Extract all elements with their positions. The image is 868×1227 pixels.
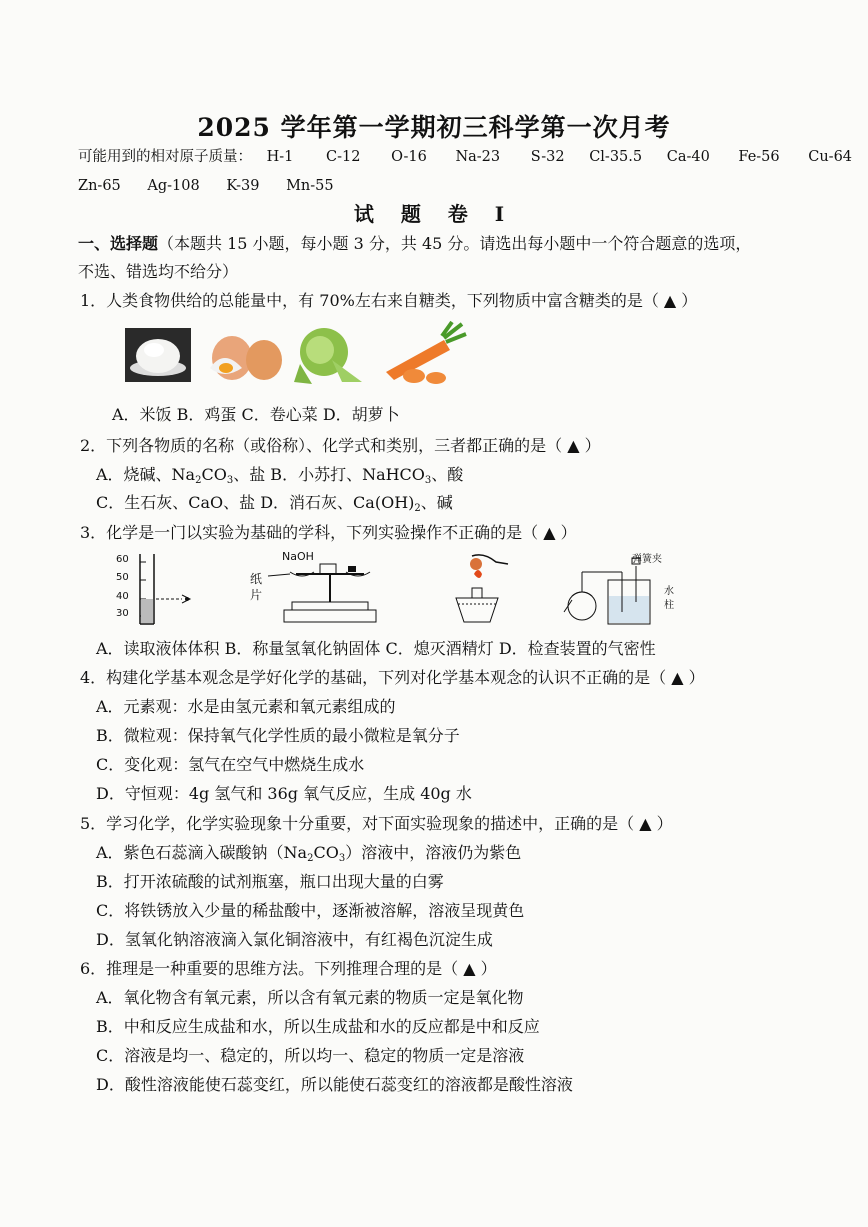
- paper-label-1: 纸: [250, 572, 263, 586]
- q5-option-b: B．打开浓硫酸的试剂瓶塞，瓶口出现大量的白雾: [96, 872, 444, 891]
- page-title: 2025 学年第一学期初三科学第一次月考: [197, 113, 671, 142]
- q1-stem: 1．人类食物供给的总能量中，有 70%左右来自糖类，下列物质中富含糖类的是（ ▲ ）: [80, 291, 698, 310]
- water-label: 水: [664, 586, 674, 597]
- q1-food-images: [124, 320, 469, 386]
- q2-stem: 2．下列各物质的名称（或俗称）、化学式和类别，三者都正确的是（ ▲ ）: [80, 436, 601, 455]
- column-label: 柱: [664, 600, 674, 611]
- q6-option-b: B．中和反应生成盐和水，所以生成盐和水的反应都是中和反应: [96, 1017, 540, 1036]
- subscript: 3: [424, 475, 432, 486]
- airtightness-figure: [560, 552, 700, 626]
- mass-item: C-12: [326, 149, 361, 165]
- egg-image: [210, 336, 282, 380]
- q2-text: 、碱: [420, 493, 453, 512]
- mass-item: Mn-55: [286, 178, 334, 194]
- q6-option-a: A．氧化物含有氧元素，所以含有氧元素的物质一定是氧化物: [96, 988, 524, 1007]
- q4-option-d: D．守恒观：4g 氢气和 36g 氧气反应，生成 40g 水: [96, 784, 472, 803]
- tick-label: 50: [116, 572, 129, 583]
- alcohol-lamp-figure: [438, 552, 528, 626]
- section-heading: [78, 234, 751, 254]
- tick-label: 40: [116, 591, 129, 602]
- q6-option-c: C．溶液是均一、稳定的，所以均一、稳定的物质一定是溶液: [96, 1046, 525, 1065]
- q3-stem: 3．化学是一门以实验为基础的学科，下列实验操作不正确的是（ ▲ ）: [80, 523, 577, 542]
- tick-label: 30: [116, 608, 129, 619]
- mass-item: O-16: [391, 149, 427, 165]
- q2-options-ab: [96, 465, 463, 485]
- mass-item: Cu-64: [808, 149, 853, 165]
- q6-option-d: D．酸性溶液能使石蕊变红，所以能使石蕊变红的溶液都是酸性溶液: [96, 1075, 573, 1094]
- q1-options: A．米饭 B．鸡蛋 C．卷心菜 D．胡萝卜: [112, 405, 400, 424]
- q6-stem: 6．推理是一种重要的思维方法。下列推理合理的是（ ▲ ）: [80, 959, 497, 978]
- q2-text: A．烧碱、Na: [96, 465, 196, 484]
- paper-label-2: 片: [250, 588, 263, 602]
- q5-text: CO: [313, 843, 339, 862]
- atomic-mass-label: 可能用到的相对原子质量：: [78, 149, 252, 165]
- section-instructions-2: 不选、错选均不给分）: [78, 262, 239, 281]
- tick-label: 60: [116, 554, 129, 565]
- q5-option-d: D．氢氧化钠溶液滴入氯化铜溶液中，有红褐色沉淀生成: [96, 930, 493, 949]
- subscript: 2: [307, 853, 314, 864]
- section-instructions: （本题共 15 小题，每小题 3 分，共 45 分。请选出每小题中一个符合题意的选项，: [158, 234, 752, 253]
- mass-item: Na-23: [455, 149, 501, 165]
- q3-options: A．读取液体体积 B．称量氢氧化钠固体 C．熄灭酒精灯 D．检查装置的气密性: [96, 639, 656, 658]
- cabbage-image: [294, 328, 362, 384]
- q4-stem: 4．构建化学基本观念是学好化学的基础，下列对化学基本观念的认识不正确的是（ ▲ ）: [80, 668, 705, 687]
- subscript: 3: [226, 475, 234, 486]
- subscript: 2: [195, 475, 202, 486]
- rice-image: [125, 328, 191, 382]
- q5-text: ）溶液中，溶液仍为紫色: [345, 843, 522, 862]
- subscript: 3: [338, 853, 346, 864]
- q2-text: C．生石灰、CaO、盐 D．消石灰、Ca(OH): [96, 493, 415, 512]
- q2-options-cd: [96, 493, 453, 513]
- q5-option-c: C．将铁锈放入少量的稀盐酸中，逐渐被溶解，溶液呈现黄色: [96, 901, 525, 920]
- naoh-label: NaOH: [282, 550, 314, 563]
- q5-stem: 5．学习化学，化学实验现象十分重要，对下面实验现象的描述中，正确的是（ ▲ ）: [80, 814, 673, 833]
- q4-option-c: C．变化观：氢气在空气中燃烧生成水: [96, 755, 365, 774]
- atomic-mass-row-2: [78, 176, 334, 196]
- mass-item: S-32: [530, 149, 565, 165]
- mass-item: Cl-35.5: [589, 149, 643, 165]
- mass-item: Fe-56: [738, 149, 780, 165]
- graduated-cylinder-figure: [110, 552, 200, 626]
- section-title: 一、选择题: [78, 234, 159, 253]
- q5-option-a: [96, 843, 521, 863]
- mass-item: Ca-40: [666, 149, 710, 165]
- paper-label: 试 题 卷 I: [353, 202, 515, 226]
- mass-item: H-1: [266, 149, 294, 165]
- clip-label: 弹簧夹: [632, 554, 662, 565]
- atomic-mass-row-1: [78, 147, 852, 167]
- mass-item: Zn-65: [78, 178, 121, 194]
- subscript: 2: [414, 503, 421, 514]
- q2-text: 、盐 B．小苏打、NaHCO: [233, 465, 425, 484]
- mass-item: K-39: [226, 178, 260, 194]
- q5-text: A．紫色石蕊滴入碳酸钠（Na: [96, 843, 308, 862]
- mass-item: Ag-108: [147, 178, 200, 194]
- q4-option-a: A．元素观：水是由氢元素和氧元素组成的: [96, 697, 396, 716]
- balance-figure: [240, 552, 390, 626]
- q4-option-b: B．微粒观：保持氧气化学性质的最小微粒是氧分子: [96, 726, 460, 745]
- carrot-image: [386, 322, 466, 384]
- q2-text: 、酸: [431, 465, 464, 484]
- q2-text: CO: [201, 465, 227, 484]
